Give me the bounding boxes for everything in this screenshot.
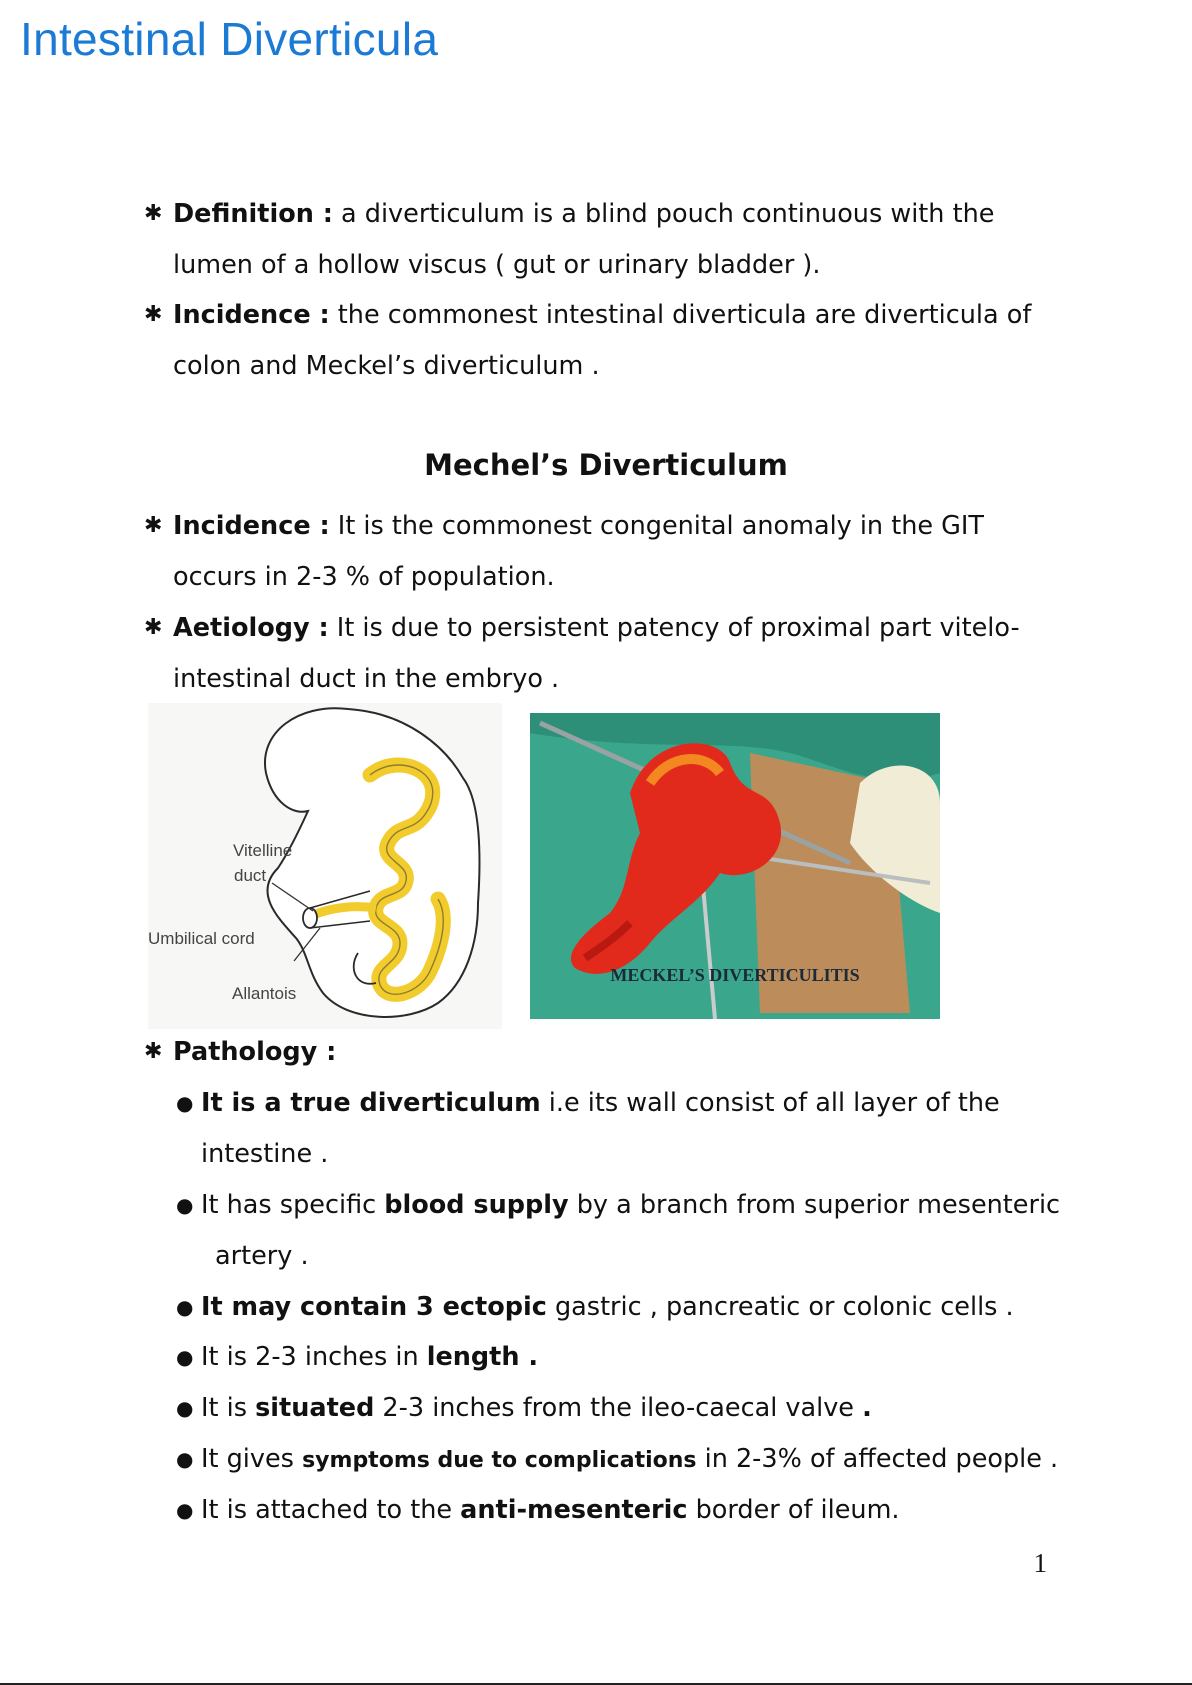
section-heading: Mechel’s Diverticulum — [424, 448, 788, 482]
bullet-2-bold: blood supply — [384, 1190, 569, 1220]
incidence-paragraph — [144, 290, 1044, 391]
aetiology-label: Aetiology : — [173, 613, 329, 643]
meckel-incidence-text: It is the commonest congenital anomaly in the GIT — [329, 511, 985, 541]
incidence-line-2: colon and Meckel’s diverticulum . — [173, 350, 600, 381]
incidence-line-1 — [173, 290, 1044, 341]
embryo-diagram-svg — [148, 703, 502, 1029]
incidence-label: Incidence : — [173, 300, 330, 330]
asterisk-bullet-icon: ✱ — [144, 201, 163, 226]
bullet-7-text: border of ileum. — [687, 1495, 900, 1525]
meckel-incidence-line-2: occurs in 2-3 % of population. — [173, 561, 555, 592]
meckel-incidence-label: Incidence : — [173, 511, 330, 541]
embryo-diagram — [148, 703, 502, 1029]
asterisk-bullet-icon: ✱ — [144, 1039, 163, 1064]
meckel-incidence-paragraph — [144, 501, 1044, 602]
bullet-2-pre: It has specific — [201, 1190, 385, 1220]
pathology-bullet-6 — [176, 1434, 1076, 1487]
bullet-2-text: by a branch from superior mesenteric — [568, 1190, 1061, 1220]
pathology-bullet-1 — [176, 1078, 1076, 1179]
aetiology-line-2: intestinal duct in the embryo . — [173, 663, 560, 694]
label-duct: duct — [234, 866, 267, 885]
bullet-6-bold: symptoms due to complications — [302, 1448, 697, 1473]
label-vitelline: Vitelline — [233, 841, 293, 860]
dot-bullet-icon: ● — [176, 1295, 194, 1319]
bullet-7-pre: It is attached to the — [201, 1495, 461, 1525]
bullet-4-pre: It is 2-3 inches in — [201, 1342, 427, 1372]
bullet-1-line-2: intestine . — [201, 1138, 329, 1169]
dot-bullet-icon: ● — [176, 1498, 194, 1522]
document-title: Intestinal Diverticula — [20, 13, 439, 65]
pathology-bullet-5 — [176, 1383, 1076, 1434]
dot-bullet-icon: ● — [176, 1091, 194, 1115]
aetiology-line-1 — [173, 603, 1044, 654]
definition-text: a diverticulum is a blind pouch continuous with the — [332, 199, 995, 229]
pathology-bullet-7 — [176, 1485, 1076, 1536]
surgical-photo — [530, 713, 940, 1019]
definition-line-1 — [173, 189, 1044, 240]
meckel-incidence-line-1 — [173, 501, 1044, 552]
pathology-bullet-3 — [176, 1282, 1076, 1333]
dot-bullet-icon: ● — [176, 1193, 194, 1217]
incidence-text: the commonest intestinal diverticula are diverticula of — [329, 300, 1032, 330]
bullet-2-line-2: artery . — [215, 1240, 309, 1271]
surgical-photo-svg — [530, 713, 940, 1019]
pathology-label: Pathology : — [173, 1037, 337, 1067]
bullet-1-bold: It is a true diverticulum — [201, 1088, 541, 1118]
definition-line-2: lumen of a hollow viscus ( gut or urinary bladder ). — [173, 249, 821, 280]
pathology-heading — [144, 1027, 1044, 1078]
aetiology-paragraph — [144, 603, 1044, 704]
pathology-bullet-2 — [176, 1180, 1076, 1281]
bullet-7-bold: anti-mesenteric — [460, 1495, 688, 1525]
aetiology-text: It is due to persistent patency of proximal part vitelo- — [328, 613, 1020, 643]
page-number: 1 — [1033, 1548, 1047, 1578]
asterisk-bullet-icon: ✱ — [144, 513, 163, 538]
label-allantois: Allantois — [232, 984, 297, 1003]
dot-bullet-icon: ● — [176, 1345, 194, 1369]
bullet-6-pre: It gives — [201, 1444, 303, 1474]
bullet-3-text: gastric , pancreatic or colonic cells . — [546, 1292, 1014, 1322]
asterisk-bullet-icon: ✱ — [144, 302, 163, 327]
bullet-3-bold: It may contain 3 ectopic — [201, 1292, 547, 1322]
definition-paragraph — [144, 189, 1044, 290]
label-umbilical-cord: Umbilical cord — [148, 929, 255, 948]
asterisk-bullet-icon: ✱ — [144, 615, 163, 640]
dot-bullet-icon: ● — [176, 1447, 194, 1471]
dot-bullet-icon: ● — [176, 1396, 194, 1420]
pathology-bullet-4 — [176, 1332, 1076, 1383]
bullet-5-end: . — [862, 1393, 872, 1423]
bullet-5-bold: situated — [255, 1393, 375, 1423]
photo-caption: MECKEL’S DIVERTICULITIS — [610, 965, 860, 985]
bullet-1-text: i.e its wall consist of all layer of the — [540, 1088, 1000, 1118]
bullet-5-pre: It is — [201, 1393, 256, 1423]
bullet-4-bold: length . — [426, 1342, 539, 1372]
bullet-6-text: in 2-3% of affected people . — [696, 1444, 1059, 1474]
bullet-5-text: 2-3 inches from the ileo-caecal valve — [374, 1393, 863, 1423]
definition-label: Definition : — [173, 199, 333, 229]
